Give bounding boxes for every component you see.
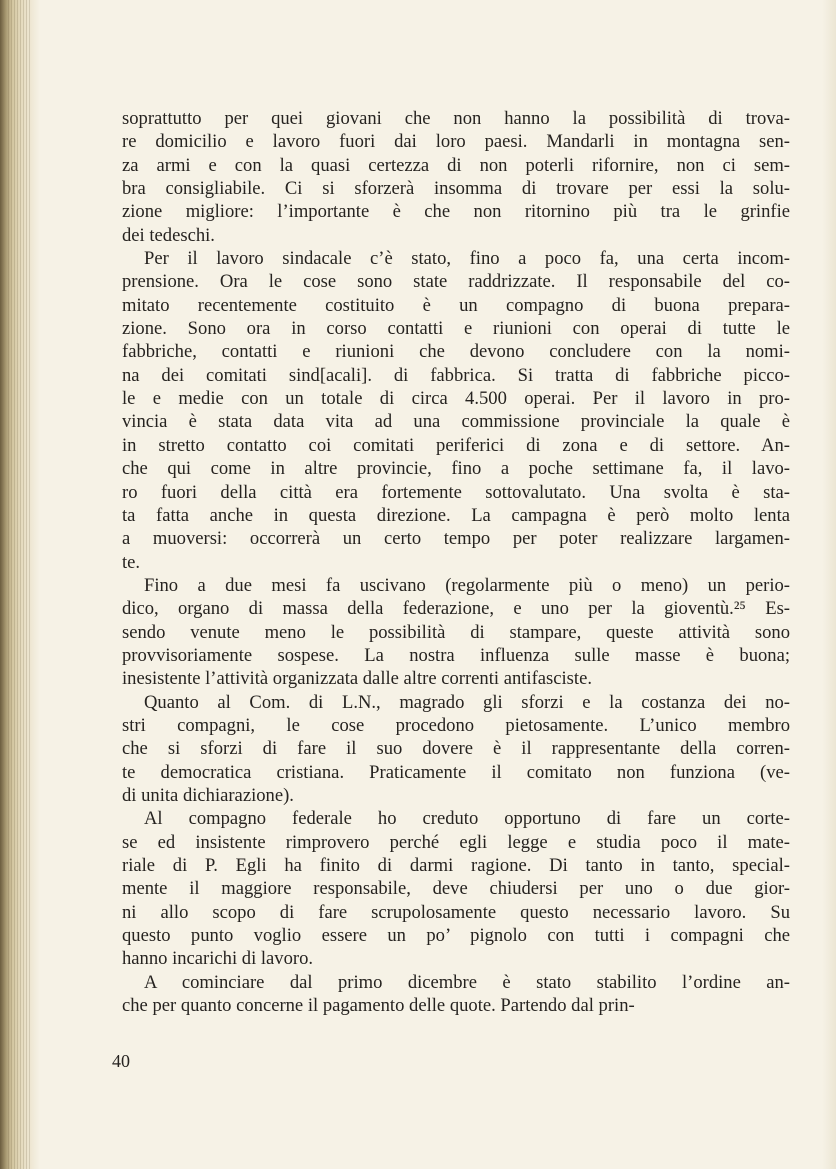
text-line [122,177,790,200]
line-text: ta fatta anche in questa direzione. La campagna è però molto lenta [122,504,790,526]
line-text: in stretto contatto coi comitati periferici di zona e di settore. An- [122,434,790,456]
text-line [122,130,790,153]
line-text: fabbriche, contatti e riunioni che devono concludere con la nomi- [122,341,790,363]
line-text: mitato recentemente costituito è un compagno di buona prepara- [122,294,790,316]
line-text: Quanto al Com. di L.N., magrado gli sforzi e la costanza dei no- [144,691,790,713]
text-line [122,364,790,387]
line-text: Per il lavoro sindacale c’è stato, fino a poco fa, una certa incom- [144,248,790,270]
text-line [122,784,790,807]
line-text: hanno incarichi di lavoro. [122,948,314,970]
text-line [122,387,790,410]
line-text: soprattutto per quei giovani che non hanno la possibilità di trova- [122,108,790,129]
line-text: questo punto voglio essere un po’ pignolo con tutti i compagni che [122,925,790,947]
line-text: bra consigliabile. Ci si sforzerà insomma di trovare per essi la solu- [122,178,790,200]
text-line [122,737,790,760]
line-text: re domicilio e lavoro fuori dai loro paesi. Mandarli in montagna sen- [122,131,790,153]
book-spine-shadow [0,0,40,1169]
paragraph [122,691,790,808]
text-line [122,107,790,130]
line-text: Fino a due mesi fa uscivano (regolarmente più o meno) un perio- [144,574,790,596]
body-text [122,107,790,1017]
line-text: dico, organo di massa della federazione, e uno per la gioventù.²⁵ Es- [122,598,790,620]
line-text: mente il maggiore responsabile, deve chiudersi per uno o due gior- [122,878,790,900]
line-text: te democratica cristiana. Praticamente il comitato non funziona (ve- [122,761,790,783]
line-text: che qui come in altre provincie, fino a poche settimane fa, il lavo- [122,458,790,480]
paragraph [122,807,790,970]
line-text: ro fuori della città era fortemente sottovalutato. Una svolta è sta- [122,481,790,503]
text-line [122,924,790,947]
text-line [122,621,790,644]
text-line [122,270,790,293]
text-line [122,854,790,877]
page-edges [8,0,30,1169]
text-line [122,901,790,924]
line-text: stri compagni, le cose procedono pietosamente. L’unico membro [122,714,790,736]
paragraph [122,971,790,1018]
text-line [122,644,790,667]
paragraph [122,574,790,691]
text-line [122,947,790,970]
line-text: vincia è stata data vita ad una commissione provinciale la quale è [122,411,790,433]
text-line [122,294,790,317]
line-text: inesistente l’attività organizzata dalle altre correnti antifasciste. [122,668,592,690]
line-text: zione migliore: l’importante è che non ritornino più tra le grinfie [122,201,790,223]
line-text: dei tedeschi. [122,224,215,246]
line-text: se ed insistente rimprovero perché egli legge e studia poco il mate- [122,831,790,853]
line-text: che si sforzi di fare il suo dovere è il rappresentante della corren- [122,738,790,760]
text-line [122,807,790,830]
text-line [122,434,790,457]
text-line [122,317,790,340]
line-text: provvisoriamente sospese. La nostra influenza sulle masse è buona; [122,644,790,666]
line-text: ni allo scopo di fare scrupolosamente questo necessario lavoro. Su [122,901,790,923]
line-text: za armi e con la quasi certezza di non poterli rifornire, non ci sem- [122,154,790,176]
paragraph [122,247,790,574]
line-text: di unita dichiarazione). [122,784,294,806]
text-line [122,410,790,433]
text-line [122,667,790,690]
text-line [122,831,790,854]
line-text: le e medie con un totale di circa 4.500 operai. Per il lavoro in pro- [122,388,790,410]
text-line [122,761,790,784]
text-line [122,971,790,994]
line-text: te. [122,551,141,573]
line-text: a muoversi: occorrerà un certo tempo per poter realizzare largamen- [122,528,790,550]
line-text: prensione. Ora le cose sono state raddrizzate. Il responsabile del co- [122,271,790,293]
line-text: na dei comitati sind[acali]. di fabbrica. Si tratta di fabbriche picco- [122,364,790,386]
line-text: sendo venute meno le possibilità di stampare, queste attività sono [122,621,790,643]
line-text: A cominciare dal primo dicembre è stato stabilito l’ordine an- [144,971,790,993]
text-line [122,504,790,527]
text-line [122,200,790,223]
page-number: 40 [112,1051,130,1071]
text-line [122,714,790,737]
text-line [122,340,790,363]
text-line [122,994,790,1017]
text-line [122,551,790,574]
text-line [122,481,790,504]
line-text: Al compagno federale ho creduto opportuno di fare un corte- [144,808,790,830]
text-line [122,527,790,550]
text-line [122,457,790,480]
text-line [122,247,790,270]
line-text: riale di P. Egli ha finito di darmi ragione. Di tanto in tanto, special- [122,855,790,876]
line-text: zione. Sono ora in corso contatti e riunioni con operai di tutte le [122,318,790,340]
text-line [122,597,790,620]
paragraph [122,107,790,247]
text-line [122,691,790,714]
text-line [122,224,790,247]
text-line [122,154,790,177]
text-line [122,574,790,597]
text-line [122,877,790,900]
page-edge-right [822,0,836,1169]
line-text: che per quanto concerne il pagamento delle quote. Partendo dal prin- [122,995,635,1017]
